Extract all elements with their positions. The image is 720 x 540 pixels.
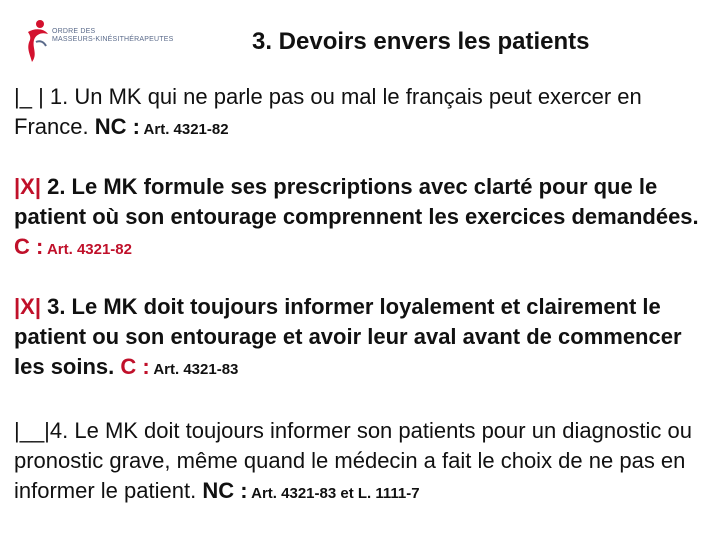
ordre-logo-icon — [22, 18, 52, 64]
statement-1 — [14, 82, 706, 145]
statement-3-ref: Art. 4321-83 — [149, 361, 239, 378]
statement-2 — [14, 172, 706, 265]
statement-4-ref: Art. 4321-83 et L. 1111-7 — [247, 485, 420, 502]
statement-4-text: 4. Le MK doit toujours informer son patients pour un diagnostic ou pronostic grave, même quand le médecin a fait le choix de ne pas en informer le patient. — [14, 418, 692, 503]
checkbox-1: |_ | — [14, 84, 44, 109]
logo-line-1: ORDRE DES — [52, 28, 96, 35]
checkbox-2: |X| — [14, 174, 41, 199]
statement-3 — [14, 292, 706, 385]
statement-2-verdict: C : — [14, 234, 44, 259]
statement-3-text: 3. Le MK doit toujours informer loyalement et clairement le patient ou son entourage et avoir leur aval avant de commencer les soins. — [14, 294, 682, 379]
statement-1-ref: Art. 4321-82 — [139, 121, 229, 138]
statement-1-text: 1. Un MK qui ne parle pas ou mal le français peut exercer en France. — [14, 84, 642, 139]
statement-2-text: 2. Le MK formule ses prescriptions avec clarté pour que le patient où son entourage comprennent les exercices demandées. — [14, 174, 699, 229]
statement-2-ref: Art. 4321-82 — [43, 241, 132, 258]
checkbox-3: |X| — [14, 294, 41, 319]
logo-line-2: MASSEURS-KINÉSITHÉRAPEUTES — [52, 36, 174, 43]
checkbox-4: |__| — [14, 418, 50, 443]
logo-text — [52, 28, 174, 44]
statement-4-verdict: NC : — [202, 478, 248, 503]
statement-3-verdict: C : — [120, 354, 150, 379]
statement-1-verdict: NC : — [94, 114, 140, 139]
logo — [22, 18, 222, 64]
page-title: 3. Devoirs envers les patients — [252, 28, 590, 55]
statement-4 — [14, 416, 706, 509]
